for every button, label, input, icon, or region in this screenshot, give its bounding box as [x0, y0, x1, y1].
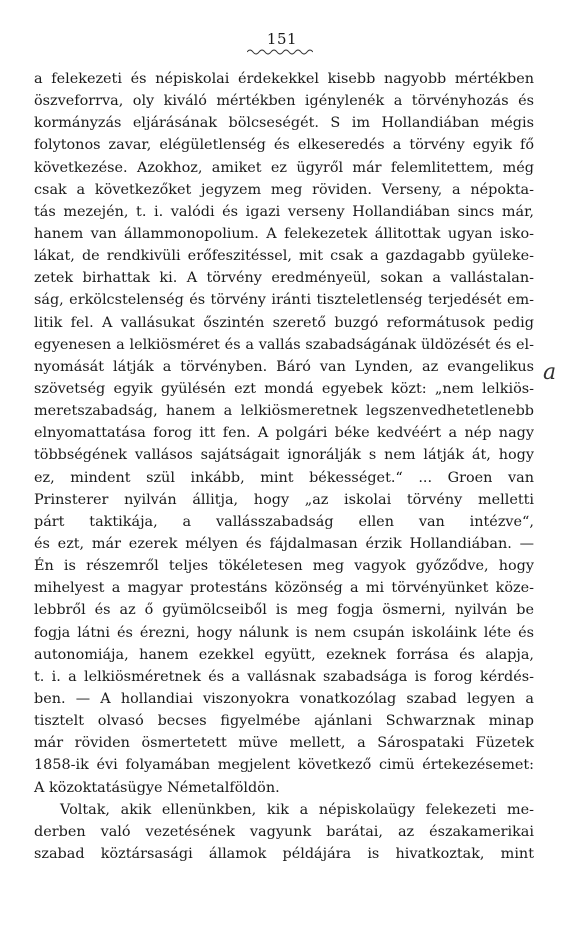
text-line: autonomiája, hanem ezekkel együtt, ezeknek forrása és alapja, — [34, 646, 534, 663]
text-line: litik fel. A vallásukat őszintén szerető buzgó reformátusok pedig — [34, 314, 534, 331]
text-line: A közoktatásügye Németalföldön. — [34, 779, 280, 796]
text-line: 1858-ik évi folyamában megjelent következő cimü értekezésemet: — [34, 757, 534, 774]
text-line: elnyomattatása forog itt fen. A polgári béke kedvéért a nép nagy — [34, 425, 534, 442]
body-text — [34, 68, 534, 865]
text-line: tisztelt olvasó becses figyelmébe ajánlani Schwarznak minap — [34, 713, 534, 730]
text-line: csak a következőket jegyzem meg röviden. Verseny, a népokta- — [34, 181, 534, 198]
text-line: öszveforrva, oly kiváló mértékben igénylenék a törvényhozás és — [34, 93, 534, 110]
text-line: t. i. a lelkiösméretnek és a vallásnak szabadsága is forog kérdés- — [34, 668, 534, 685]
text-line: a felekezeti és népiskolai érdekekkel kisebb nagyobb mértékben — [34, 71, 534, 87]
text-line: hanem van állammonopolium. A felekezetek állitottak ugyan isko- — [34, 225, 534, 242]
text-line: szövetség egyik gyülésén ezt mondá egyebek közt: „nem lelkiös- — [34, 380, 534, 397]
text-line: kormányzás eljárásának bölcseségét. S im Hollandiában mégis — [34, 115, 534, 132]
text-line: többségének vallásos sajátságait ignorálják s nem látják át, hogy — [34, 447, 534, 464]
text-line: szabad köztársasági államok példájára is hivatkoztak, mint — [34, 845, 534, 862]
text-line: lákat, de rendkivüli erőfeszitéssel, mit csak a gazdagabb gyüleke- — [34, 248, 534, 265]
text-line: ez, mindent szül inkább, mint békességet.“ ... Groen van — [34, 469, 534, 486]
text-line: ság, erkölcstelenség és törvény iránti tiszteletlenség terjedését em- — [34, 292, 534, 309]
text-line: egyenesen a lelkiösméret és a vallás szabadságának üldözését és el- — [34, 336, 534, 353]
text-line: Prinsterer nyilván állitja, hogy „az iskolai törvény melletti — [34, 491, 534, 508]
text-line: következése. Azokhoz, amiket ez ügyről már felemlitettem, még — [34, 159, 534, 176]
text-line: meretszabadság, hanem a lelkiösmeretnek legszenvedhetetlenebb — [34, 403, 534, 420]
text-line: lebbről és az ő gyümölcseiből is meg fogja ösmerni, nyilván be — [34, 602, 534, 619]
text-line: derben való vezetésének vagyunk barátai, az északamerikai — [34, 823, 534, 840]
text-line: és ezt, már ezerek mélyen és fájdalmasan érzik Hollandiában. — — [34, 535, 534, 552]
text-line: mihelyest a magyar protestáns közönség a mi törvényünket köze- — [34, 580, 534, 597]
text-line: már röviden ösmertetett müve mellett, a Sárospataki Füzetek — [34, 735, 534, 752]
text-line: Én is részemről teljes tökéletesen meg vagyok győződve, hogy — [34, 558, 534, 575]
text-line: folytonos zavar, elégületlenség és elkeseredés a törvény egyik fő — [34, 137, 534, 154]
text-line: nyomását látják a törvényben. Báró van Lynden, az evangelikus — [34, 358, 534, 375]
text-line: Voltak, akik ellenünkben, kik a népiskolaügy felekezeti me- — [60, 801, 534, 818]
header-ornament — [247, 48, 313, 56]
text-line: tás mezején, t. i. valódi és igazi verseny Hollandiában sincs már, — [34, 203, 534, 220]
page-number: 151 — [266, 30, 298, 48]
text-line: zetek birhattak ki. A törvény eredményeül, sokan a vallástalan- — [34, 270, 534, 287]
text-line: párt taktikája, a vallásszabadság ellen van intézve“, — [34, 513, 534, 530]
text-line: fogja látni és érezni, hogy nálunk is nem csupán iskoláink léte és — [34, 624, 534, 641]
text-line: ben. — A hollandiai viszonyokra vonatkozólag szabad legyen a — [34, 690, 534, 707]
margin-note: a — [543, 360, 557, 385]
